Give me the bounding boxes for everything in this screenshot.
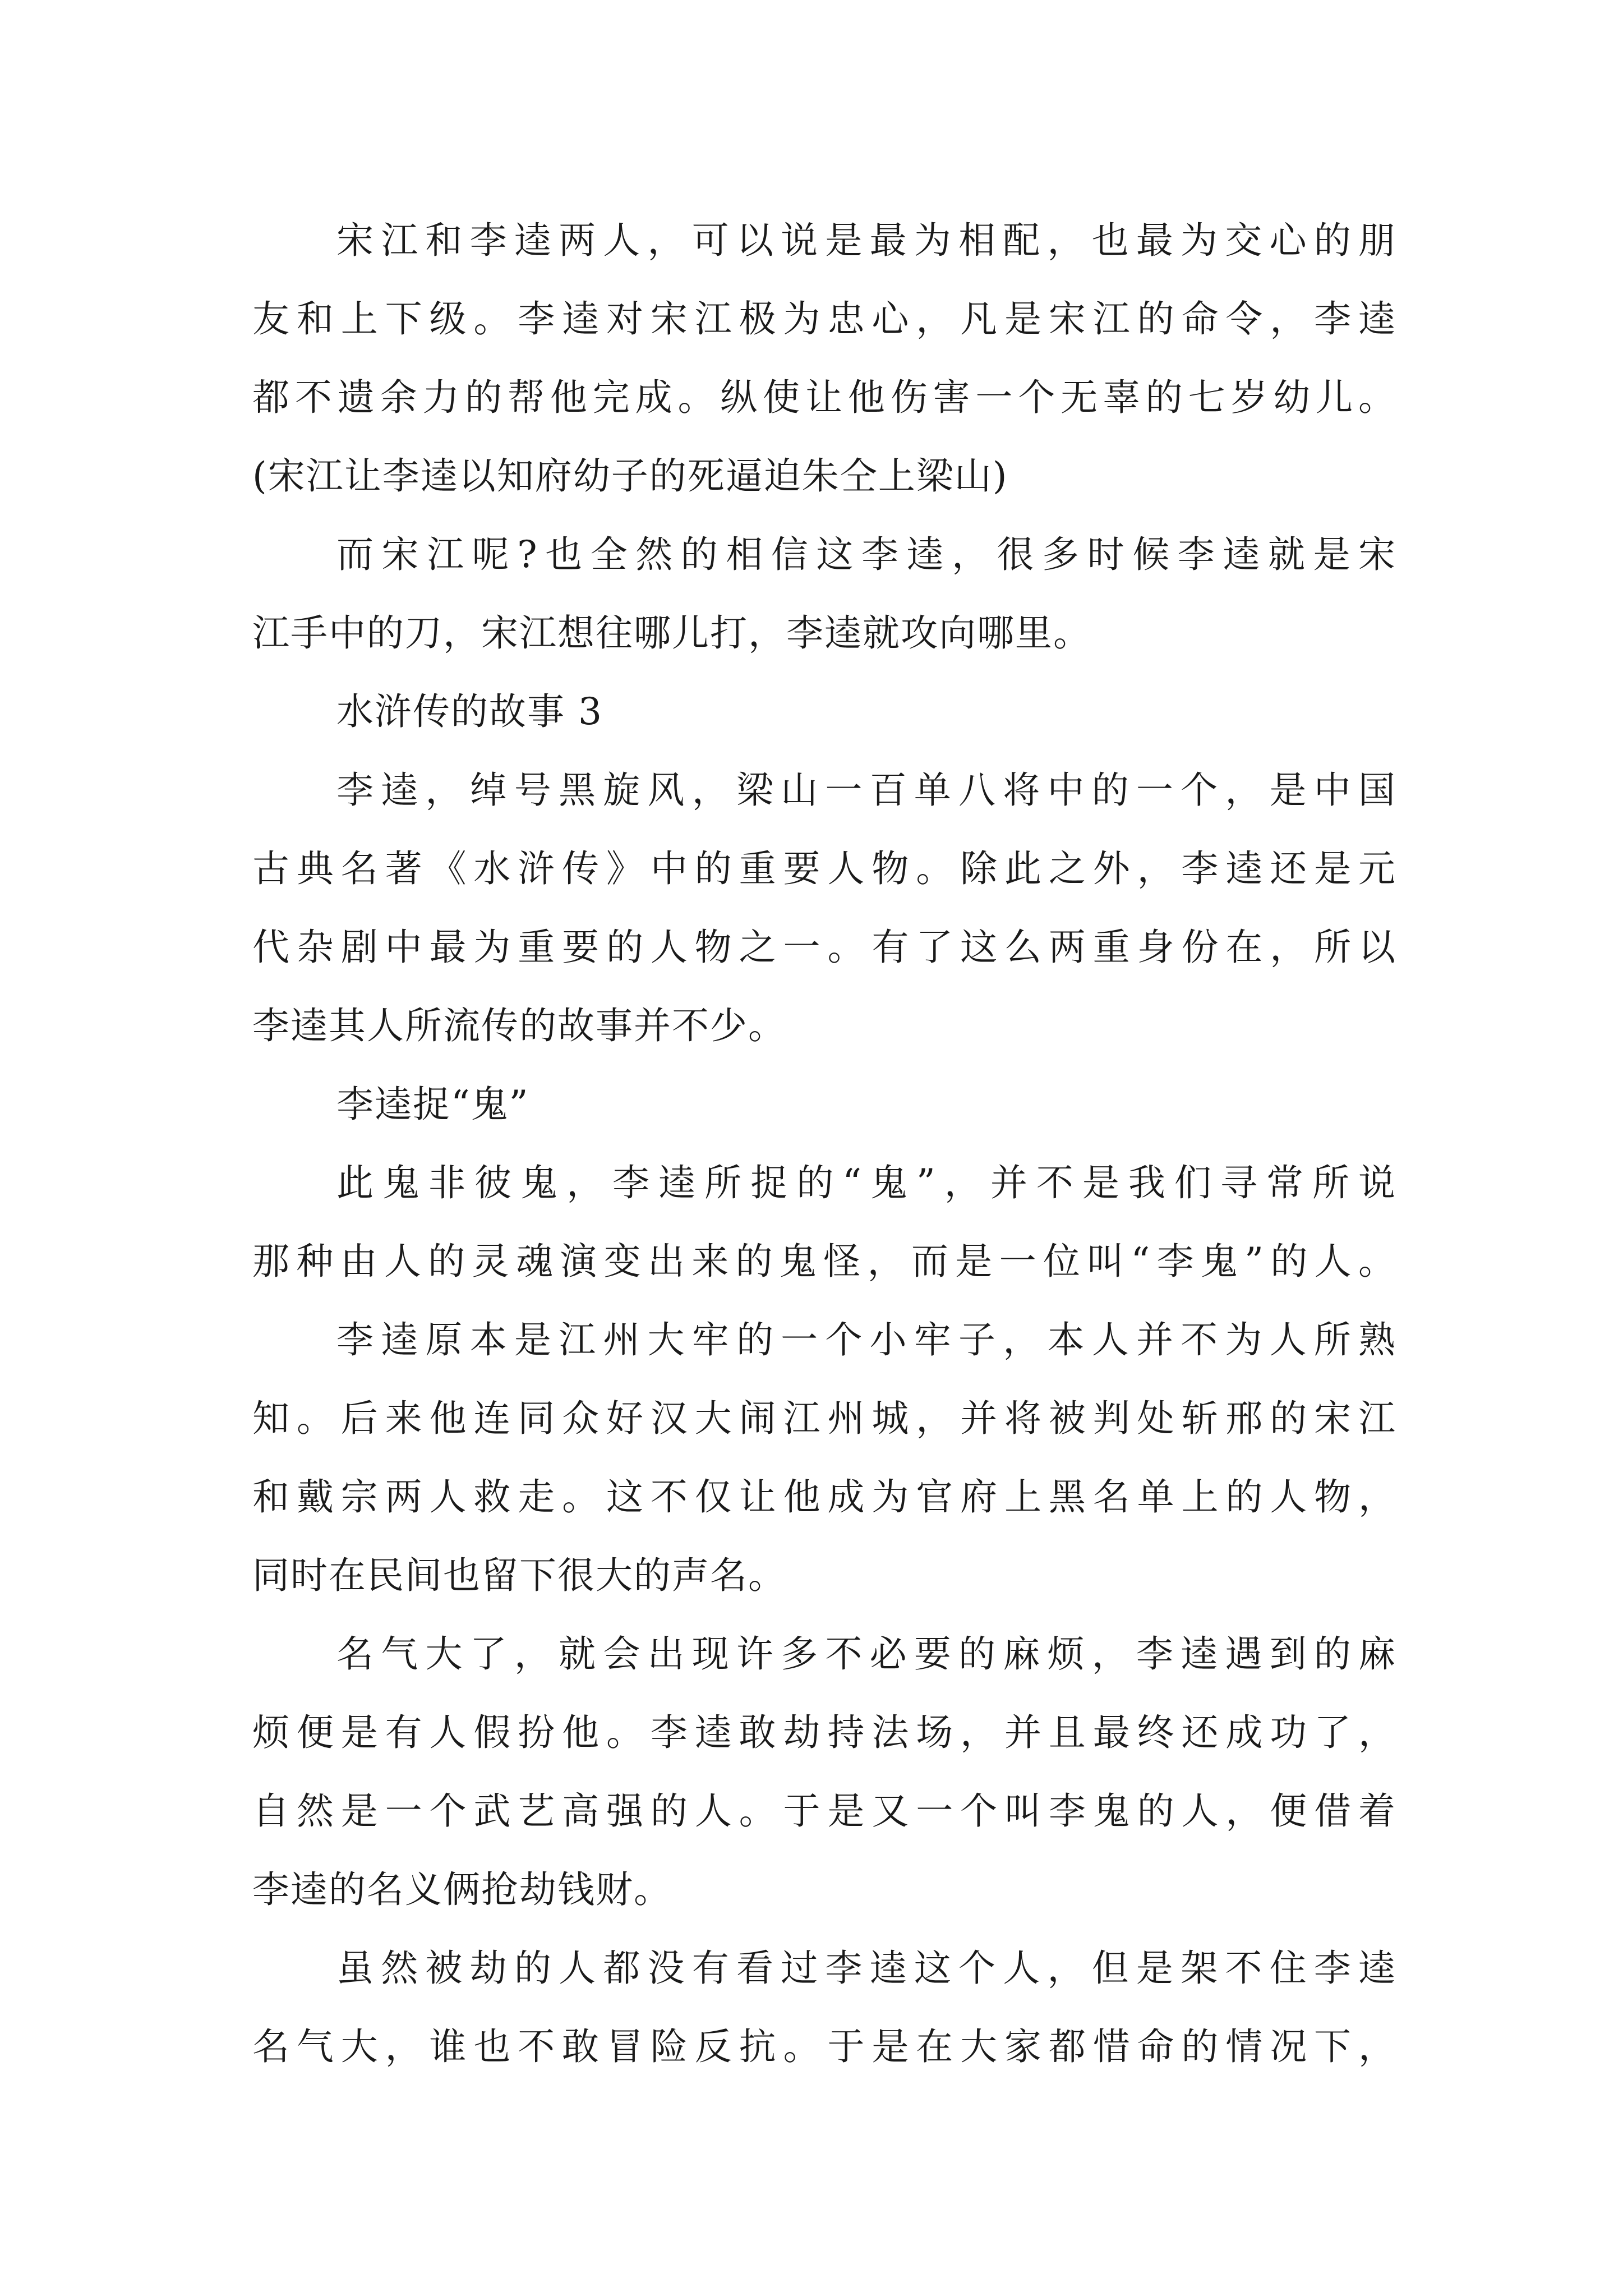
text-line: 同时在民间也留下很大的声名。 [252,1554,786,1597]
text-line: 都不遗余力的帮他完成。纵使让他伤害一个无辜的七岁幼儿。 [252,376,1396,419]
text-line: 名气大了，就会出现许多不必要的麻烦，李逵遇到的麻 [336,1632,1396,1676]
text-line: 那种由人的灵魂演变出来的鬼怪，而是一位叫“李鬼”的人。 [252,1240,1396,1283]
text-line: 此鬼非彼鬼，李逵所捉的“鬼”，并不是我们寻常所说 [336,1161,1396,1204]
text-line: 古典名著《水浒传》中的重要人物。除此之外，李逵还是元 [252,847,1396,890]
text-line: 而宋江呢?也全然的相信这李逵，很多时候李逵就是宋 [336,533,1396,576]
text-line: (宋江让李逵以知府幼子的死逼迫朱仝上梁山) [252,454,1008,498]
text-line: 虽然被劫的人都没有看过李逵这个人，但是架不住李逵 [336,1947,1396,1990]
text-line: 自然是一个武艺高强的人。于是又一个叫李鬼的人，便借着 [252,1789,1396,1833]
text-line: 江手中的刀，宋江想往哪儿打，李逵就攻向哪里。 [252,611,1091,655]
section-heading: 水浒传的故事 3 [336,690,603,733]
text-line: 李逵其人所流传的故事并不少。 [252,1004,786,1047]
text-line: 烦便是有人假扮他。李逵敢劫持法场，并且最终还成功了， [252,1711,1396,1754]
text-line: 宋江和李逵两人，可以说是最为相配，也最为交心的朋 [336,219,1396,262]
text-line: 知。后来他连同众好汉大闹江州城，并将被判处斩邢的宋江 [252,1397,1396,1440]
text-line: 和戴宗两人救走。这不仅让他成为官府上黑名单上的人物， [252,1475,1396,1519]
text-line: 李逵原本是江州大牢的一个小牢子，本人并不为人所熟 [336,1318,1396,1361]
text-line: 友和上下级。李逵对宋江极为忠心，凡是宋江的命令，李逵 [252,297,1396,341]
text-line: 李逵，绰号黑旋风，梁山一百单八将中的一个，是中国 [336,769,1396,812]
text-line: 代杂剧中最为重要的人物之一。有了这么两重身份在，所以 [252,926,1396,969]
text-line: 李逵的名义俩抢劫钱财。 [252,1868,672,1911]
subsection-heading: 李逵捉“鬼” [336,1083,529,1126]
text-line: 名气大，谁也不敢冒险反抗。于是在大家都惜命的情况下， [252,2025,1396,2068]
